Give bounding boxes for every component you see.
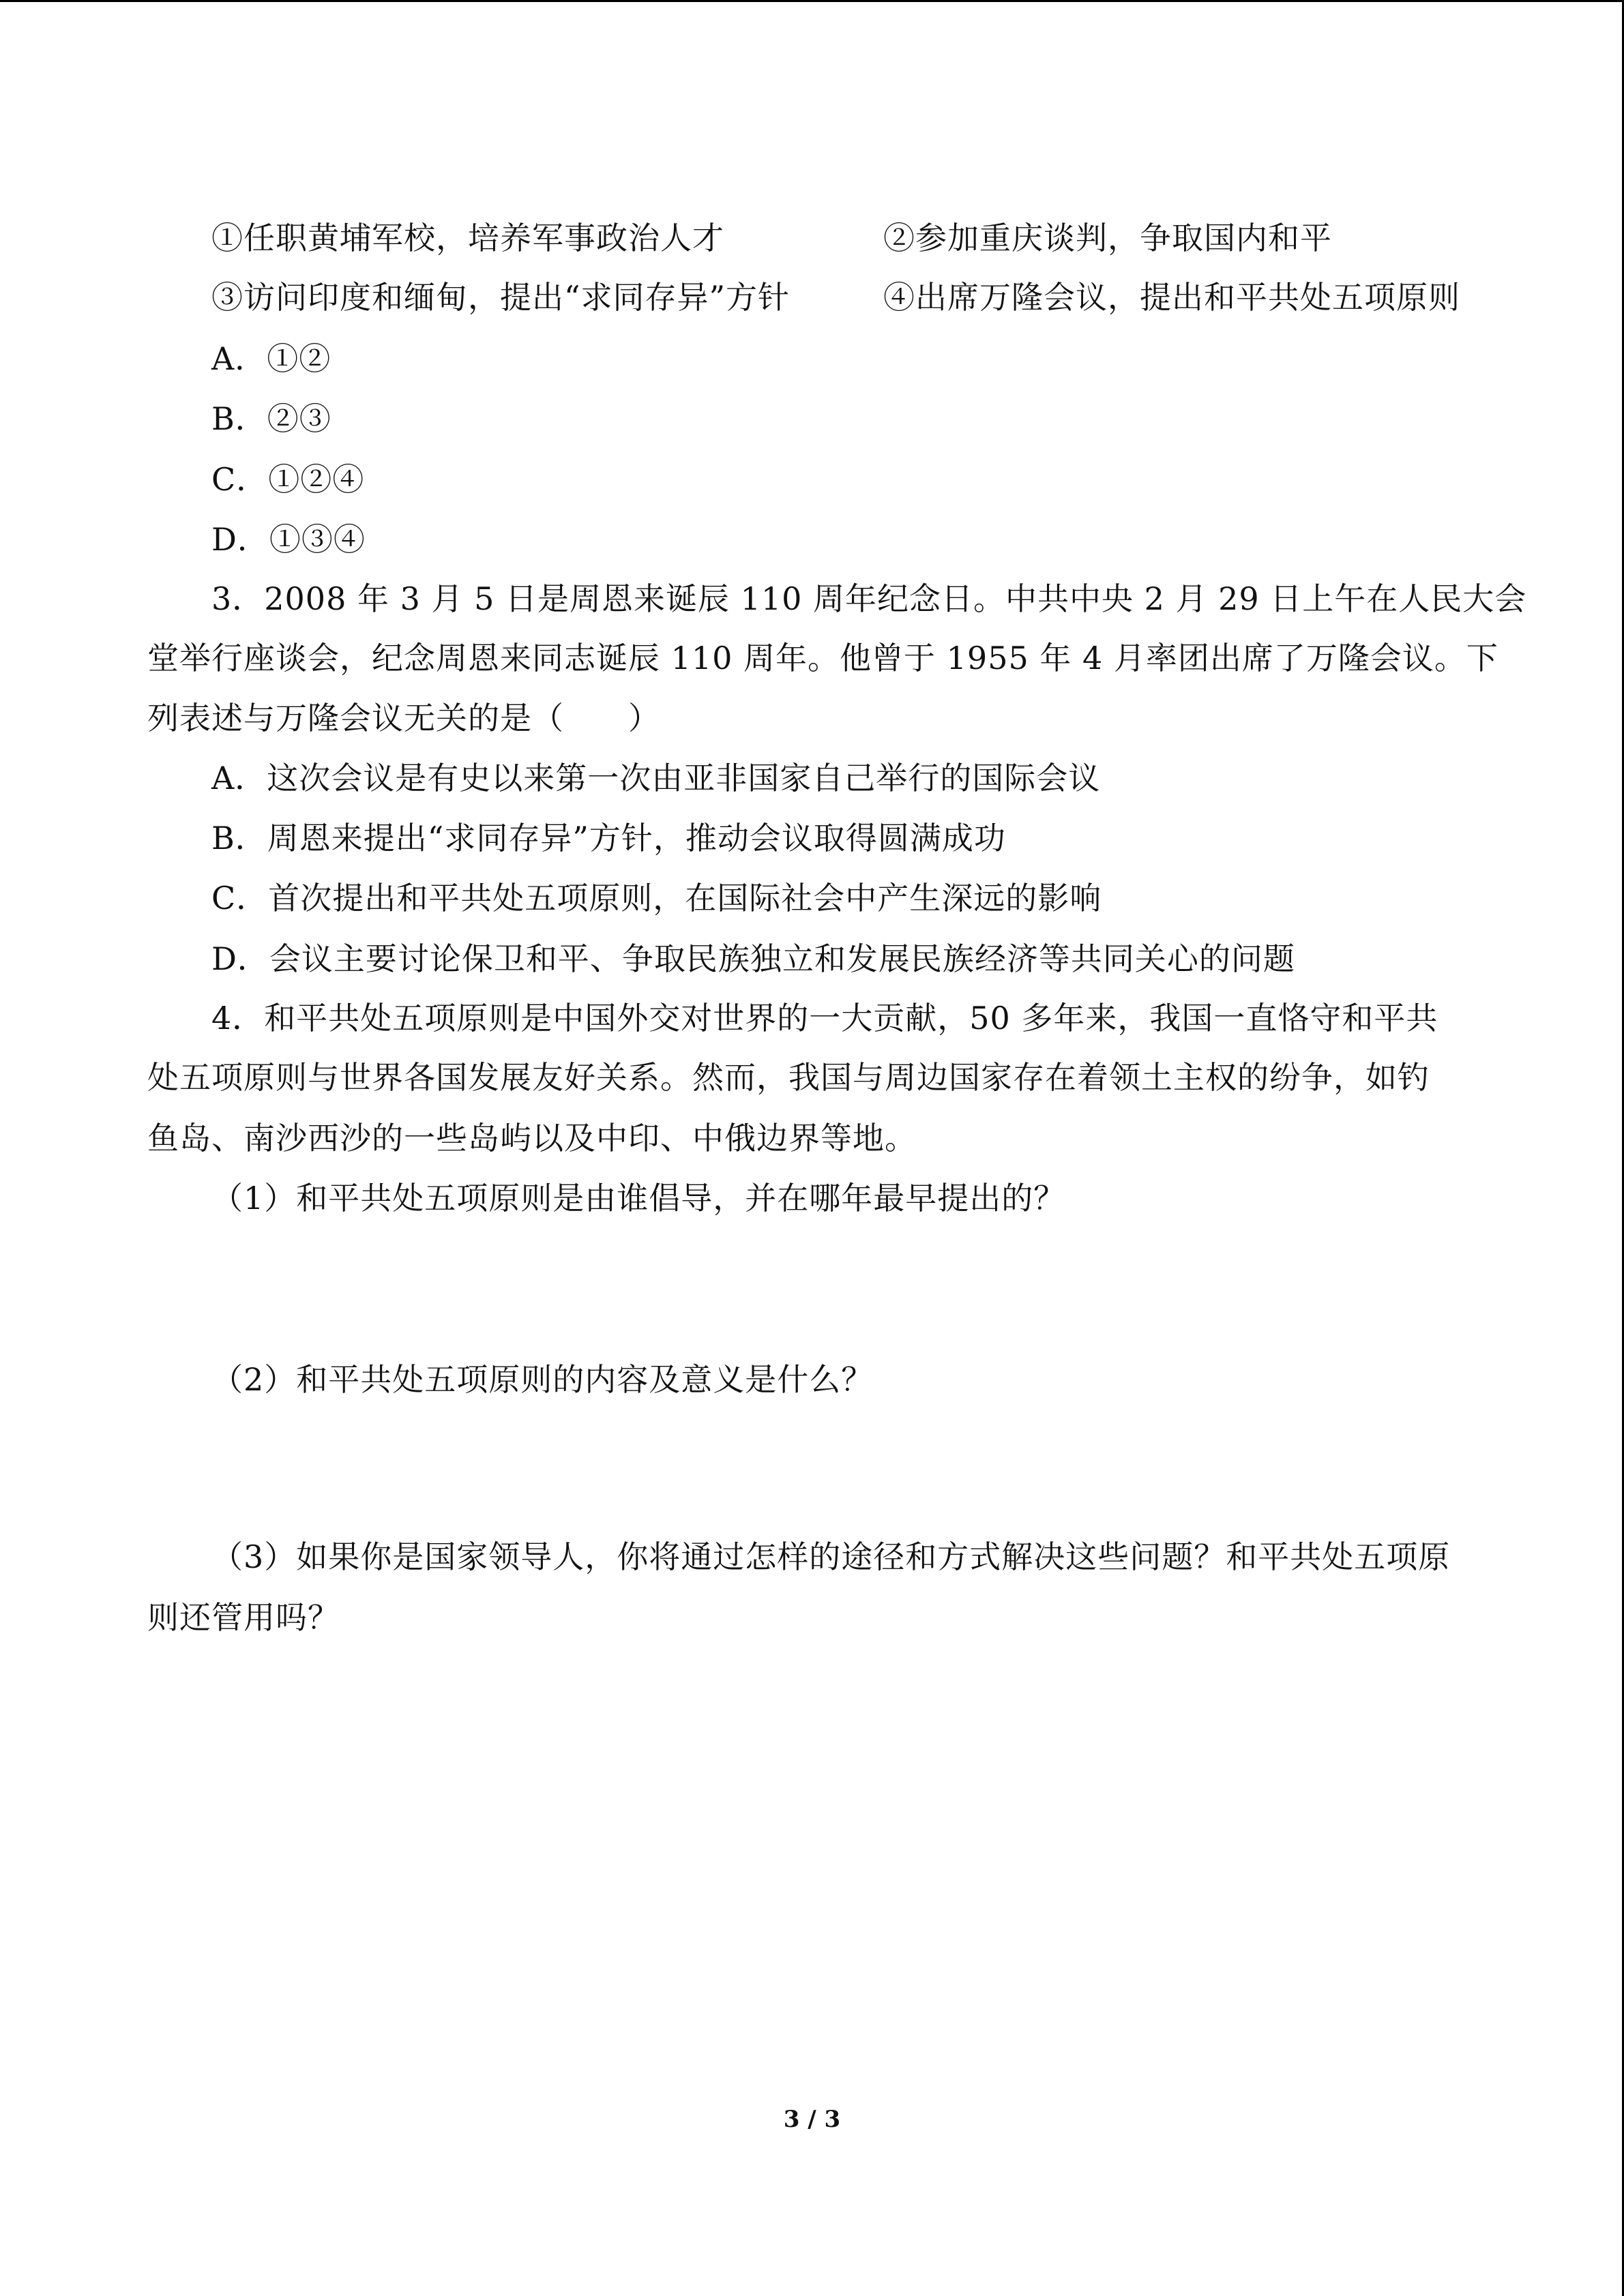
q3-option-b: B．周恩来提出“求同存异”方针，推动会议取得圆满成功 xyxy=(211,820,1006,856)
q4-subquestion-1: （1）和平共处五项原则是由谁倡导，并在哪年最早提出的？ xyxy=(211,1180,1066,1217)
q4-subquestion-2: （2）和平共处五项原则的内容及意义是什么？ xyxy=(211,1361,874,1398)
page-number: 3 / 3 xyxy=(783,2106,841,2133)
q3-stem-line-3: 列表述与万隆会议无关的是（ ） xyxy=(147,700,660,736)
q4-subquestion-3-line-2: 则还管用吗？ xyxy=(147,1599,340,1636)
q4-subquestion-3-line-1: （3）如果你是国家领导人，你将通过怎样的途径和方式解决这些问题？和平共处五项原 xyxy=(211,1538,1451,1575)
q2-item-2: ②参加重庆谈判，争取国内和平 xyxy=(883,220,1332,256)
q3-stem-line-2: 堂举行座谈会，纪念周恩来同志诞辰 110 周年。他曾于 1955 年 4 月率团出席了万隆会议。下 xyxy=(147,640,1498,676)
q3-stem-line-1: 3．2008 年 3 月 5 日是周恩来诞辰 110 周年纪念日。中共中央 2 月 29 日上午在人民大会 xyxy=(211,580,1527,617)
q2-option-a: A．①② xyxy=(211,340,331,377)
q2-item-3: ③访问印度和缅甸，提出“求同存异”方针 xyxy=(211,279,791,316)
q3-option-d: D．会议主要讨论保卫和平、争取民族独立和发展民族经济等共同关心的问题 xyxy=(211,940,1295,977)
q3-option-c: C．首次提出和平共处五项原则，在国际社会中产生深远的影响 xyxy=(211,880,1102,916)
q4-stem-line-3: 鱼岛、南沙西沙的一些岛屿以及中印、中俄边界等地。 xyxy=(147,1120,917,1157)
q2-item-4: ④出席万隆会议，提出和平共处五项原则 xyxy=(883,279,1460,316)
q4-stem-line-1: 4．和平共处五项原则是中国外交对世界的一大贡献，50 多年来，我国一直恪守和平共 xyxy=(211,1000,1438,1037)
q2-item-1: ①任职黄埔军校，培养军事政治人才 xyxy=(211,220,724,256)
q3-option-a: A．这次会议是有史以来第一次由亚非国家自己举行的国际会议 xyxy=(211,760,1101,796)
q2-option-c: C．①②④ xyxy=(211,461,365,498)
q4-stem-line-2: 处五项原则与世界各国发展友好关系。然而，我国与周边国家存在着领土主权的纷争，如钓 xyxy=(147,1059,1430,1096)
q2-option-b: B．②③ xyxy=(211,400,331,437)
q2-option-d: D．①③④ xyxy=(211,521,366,558)
